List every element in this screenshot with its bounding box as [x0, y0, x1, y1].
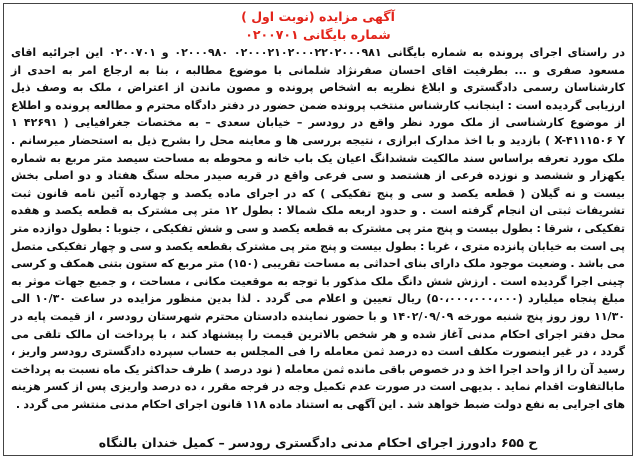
notice-content [9, 7, 627, 452]
notice-signature: ح ۶۵۵ دادورز اجرای احکام مدنی دادگستری رودسر – کمیل خندان بالنگاه [98, 435, 538, 450]
notice-frame [3, 3, 633, 456]
notice-title: آگهی مزایده (نوبت اول ) [241, 9, 395, 24]
notice-body: در راستای اجرای پرونده به شماره بایگانی ۰۲۰۰۰۲۱۰۲۰۰۰۲۲۰۲۰۰۰۹۸۱ ۰۲۰۰۰۹۸۰ و ۰۲۰۰۷۰۱ این اجرائیه اقای مسعود صفری و ... بطرفیت اقای احسان صفرنژاد شلمانی با موضوع مطالبه ، بنا به ارجاع امر به احدی از کارشناسان رسمی دادگستری و ابلاغ نظریه به اشخاص پرونده و مصون ماندن از اعتراض ، ملک به وصف ذیل ارزیابی گردیده است : اینجانب کارشناس منتخب پرونده ضمن حضور در دفتر دادگاه محترم و مطالعه پرونده و اطلاع از موضوع کارشناسی از ملک مورد نظر واقع در رودسر – خیابان سعدی – به مختصات جغرافیایی ( ۴۲۶۹۱ ۱ X-۴۱۱۱۵۰۶ Y ) بازدید و با اخذ مدارک ابرازی ، نتیجه بررسی ها و معاینه محل را بشرح ذیل به استحضار میرسانم . ملک مورد تعرفه براساس سند مالکیت ششدانگ اعیان یک باب خانه و محوطه به مساحت سیصد متر مربع به شماره یکهزار و ششصد و نوزده فرعی از هشتصد و سی فرعی واقع در قریه صیدر محله سنگ هفتاد و دو اصلی بخش بیست و نه گیلان ( قطعه یکصد و سی و پنج تفکیکی ) که در اجرای ماده یکصد و چهارده آئین نامه قانون ثبت تشریفات ثبتی ان انجام گرفته است . و حدود اربعه ملک شمالا : بطول ۱۲ متر پی مشترک به قطعه یکصد و هفده تفکیکی ، شرقا : بطول بیست و پنج متر پی مشترک به قطعه یکصد و سی و شش تفکیکی ، جنوبا : بطول دوازده متر پی است به خیابان پانزده متری ، غربا : بطول بیست و پنج متر پی مشترک بقطعه یکصد و سی و چهار تفکیکی متصل می باشد . وضعیت موجود ملک دارای بنای احداثی به مساحت تقریبی (۱۵۰) متر مربع که ستون بتنی همکف و کرسی چینی اجرا گردیده است . ارزش شش دانگ ملک مذکور با توجه به موقعیت مکانی ، مساحت ، و جمیع جهات موثر به مبلغ پنجاه میلیارد (۵۰،۰۰۰،۰۰۰،۰۰۰) ریال تعیین و اعلام می گردد . لذا بدین منظور مزایده در ساعت ۱۰/۳۰ الی ۱۱/۳۰ روز روز پنج شنبه مورخه ۱۴۰۲/۰۹/۰۹ و با حضور نماینده دادستان محترم شهرستان رودسر ، از قیمت پایه در محل دفتر اجرای احکام مدنی آغاز شده و هر شخص بالاترین قیمت را پیشنهاد کند ، با پرداخت ان مالک تلقی می گردد ، در غیر اینصورت مکلف است ده درصد ثمن معامله را فی المجلس به حساب سپرده دادگستری رودسر واریز ، رسید آن را از واحد اجرا اخذ و در خصوص باقی مانده ثمن معامله ( نود درصد ) ظرف حداکثر یک ماه نسبت به پرداخت مابالتفاوت اقدام نماید . بدیهی است در صورت عدم تکمیل وجه در فرجه مقرر ، ده درصد واریزی پس از کسر هزینه های اجرایی به نفع دولت ضبط خواهد شد . این آگهی به استناد ماده ۱۱۸ قانون اجرای احکام مدنی منتشر می گردد . [11, 46, 626, 411]
archive-number-title: شماره بایگانی ۰۲۰۰۷۰۱ [245, 27, 391, 42]
